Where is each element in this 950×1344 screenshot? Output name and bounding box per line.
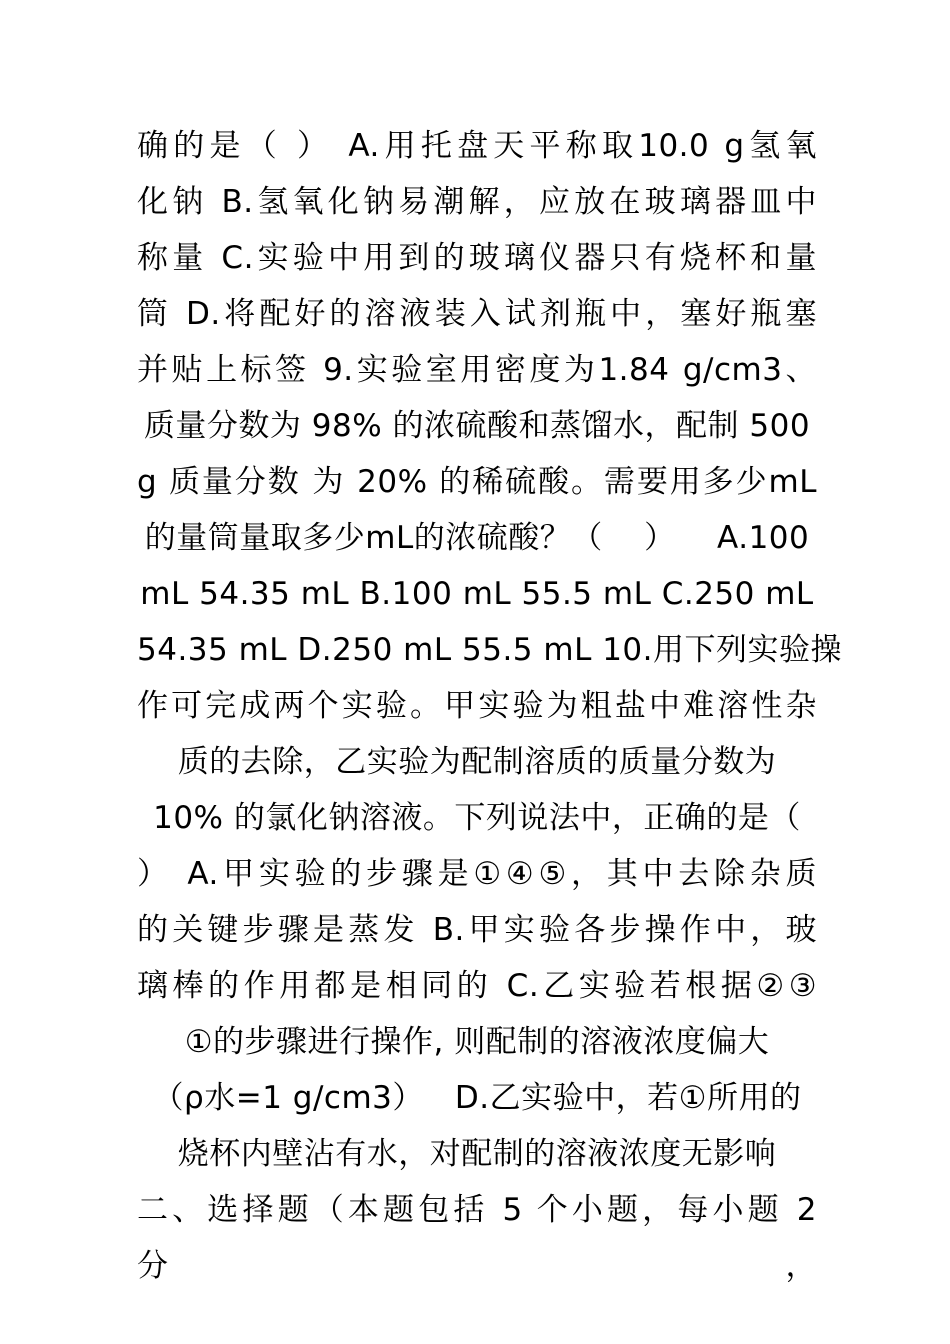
text-line-13: 10% 的氯化钠溶液。下列说法中，正确的是（ [153, 800, 801, 836]
question-text-block [137, 118, 842, 1284]
text-line-16: 璃棒的作用都是相同的 C.乙实验若根据②③ [137, 968, 817, 1004]
text-line-7: g 质量分数 为 20% 的稀硫酸。需要用多少mL [137, 464, 817, 500]
text-line-2: 化钠 B.氢氧化钠易潮解，应放在玻璃器皿中 [137, 184, 817, 220]
text-line-17: ①的步骤进行操作, 则配制的溶液浓度偏大 [184, 1024, 770, 1060]
text-line-9: mL 54.35 mL B.100 mL 55.5 mL C.250 mL [140, 576, 814, 612]
text-line-6: 质量分数为 98% 的浓硫酸和蒸馏水，配制 500 [143, 408, 811, 444]
text-line-14: ） A.甲实验的步骤是①④⑤，其中去除杂质 [137, 856, 817, 892]
text-line-19: 烧杯内壁沾有水，对配制的溶液浓度无影响 [177, 1136, 777, 1172]
text-line-8: 的量筒量取多少mL的浓硫酸？（ ） A.100 [144, 520, 810, 556]
text-line-11: 作可完成两个实验。甲实验为粗盐中难溶性杂 [137, 688, 817, 724]
text-line-3: 称量 C.实验中用到的玻璃仪器只有烧杯和量 [137, 240, 817, 276]
text-line-1: 确的是（ ） A.用托盘天平称取10.0 g氢氧 [137, 128, 817, 164]
text-line-12: 质的去除，乙实验为配制溶质的质量分数为 [177, 744, 777, 780]
text-line-18: （ρ水=1 g/cm3） D.乙实验中，若①所用的 [152, 1080, 802, 1116]
text-line-4: 筒 D.将配好的溶液装入试剂瓶中，塞好瓶塞 [137, 296, 817, 332]
text-line-20: 二、选择题（本题包括 5 个小题，每小题 2 分， [137, 1192, 817, 1284]
text-line-5: 并贴上标签 9.实验室用密度为1.84 g/cm3、 [137, 352, 817, 388]
text-line-15: 的关键步骤是蒸发 B.甲实验各步操作中，玻 [137, 912, 817, 948]
text-line-10: 54.35 mL D.250 mL 55.5 mL 10.用下列实验操 [137, 632, 842, 668]
